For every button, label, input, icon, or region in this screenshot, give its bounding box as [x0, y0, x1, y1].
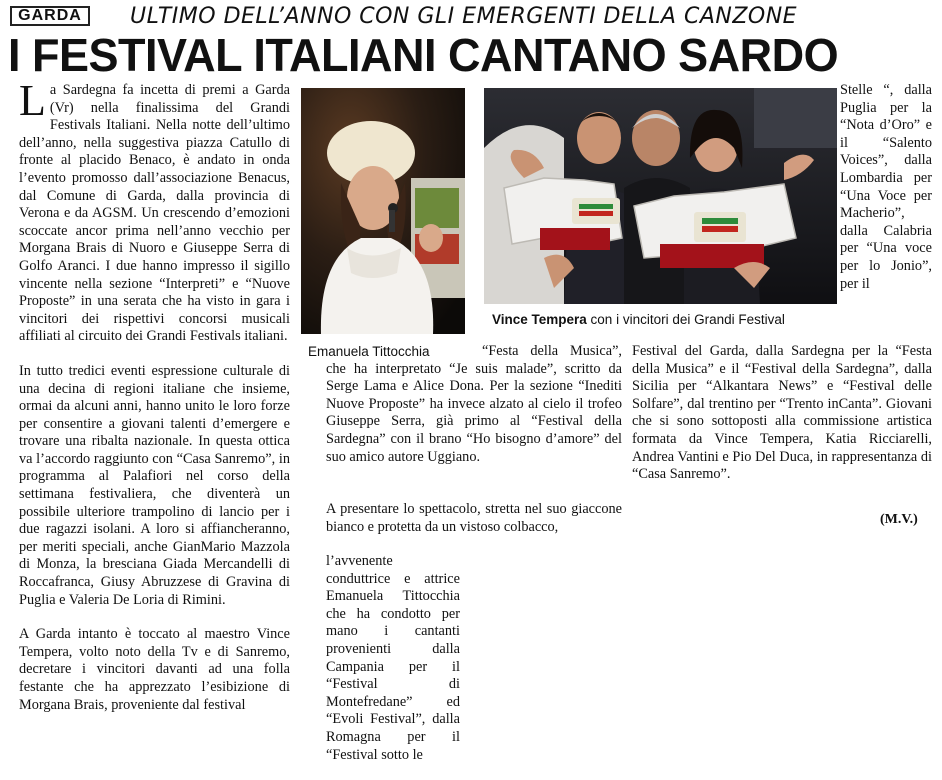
kicker-title: ULTIMO DELL’ANNO CON GLI EMERGENTI DELLA CANZONE	[130, 4, 798, 29]
paragraph-1-text: a Sardegna fa incetta di premi a Garda (Vr) nella finalissima del Grandi Festivals Italiani. Nella notte dell’ultimo dell’anno, nella suggestiva piazza Catullo di fronte al placido Benaco, è andato in onda l’evento promosso dall’associazione Benacus, dal Comune di Garda, dalla provincia di Verona e da AGSM. Un crescendo d’emozioni scoccate ancor prima nell’anno vecchio per Morgana Brais di Nuoro e Giuseppe Serra di Golfo Aranci. I due hanno impresso il sigillo vincente nella sezione “Interpreti” e “Nuove Proposte” in una serata che ha visto in gara i vincitori dei rispettivi concorsi musicali affiliati al circuito dei Grandi Festivals italiani.	[19, 82, 290, 345]
paragraph-3: A Garda intanto è toccato al maestro Vince Tempera, volto noto della Tv e di Sanremo, decretare i vincitori davanti ad una folla festante che ha apprezzato l’esibizione di Morgana Brais, proveniente dal festival	[19, 626, 290, 713]
article-column-2b	[326, 501, 622, 536]
author-signature: (M.V.)	[880, 512, 918, 527]
caption-name: Vince Tempera	[492, 312, 587, 327]
col3-paragraph-1: Stelle “, dalla Puglia per la “Nota d’Oro” e il “Salento Voices”, dalla Lombardia per “Una Voce per Macherio”, dalla Calabria per “Una voce per lo Jonio”, per il	[840, 82, 932, 292]
photo-winners-caption	[492, 312, 785, 328]
photo-winners	[484, 88, 837, 304]
col2-paragraph-3: l’avvenente conduttrice e attrice Emanuela Tittocchia che ha condotto per mano i cantanti provenienti dalla Campania per il “Festival di Montefredane” ed “Evoli Festival”, dalla Romagna per il “Festival sotto le	[326, 553, 460, 763]
article-column-3-narrow	[840, 82, 932, 293]
col3-paragraph-2: Festival del Garda, dalla Sardegna per la “Festa della Musica” e il “Festival della Sardegna”, dalla Sicilia per “Alkantara News” e “Festival delle Solfare”, dal trentino per “Trento inCanta”. Giovani che si sono sottoposti alla commissione artistica formata da Vince Tempera, Katia Ricciarelli, Andrea Vantini e Pio Del Duca, in rappresentanza di “Casa Sanremo”.	[632, 343, 932, 483]
col2-paragraph-1: “Festa della Musica”, che ha interpretato “Je suis malade”, scritto da Serge Lama e Alice Dona. Per la sezione “Inediti Nuove Proposte” ha invece alzato al cielo il trofeo Giuseppe Serra, già primo al “Festival della Sardegna” con il brano “Ho bisogno d’amore” del suo amico autore Uggiano.	[326, 343, 622, 465]
col2-paragraph-2: A presentare lo spettacolo, stretta nel suo giaccone bianco e protetta da un vistoso colbacco,	[326, 501, 622, 535]
drop-cap: L	[19, 76, 46, 125]
paragraph-1	[19, 76, 290, 346]
paragraph-2: In tutto tredici eventi espressione culturale di una decina di regioni italiane che insieme, ormai da alcuni anni, hanno unito le loro forze per consentire a giovani talenti d’emergere e trovare una ribalta nazionale. In questa ottica va l’accordo raggiunto con “Casa Sanremo”, in programma al Palafiori nel corso della settimana festivaliera, che diventerà un possibile ulteriore trampolino di lancio per i due ragazzi isolani. A loro si affiancheranno, per meriti speciali, anche GianMario Mazzola di Monza, la bresciana Giada Mercandelli di Roccafranca, Giusy Abruzzese di Gravina di Puglia e Valeria De Loria di Rimini.	[19, 362, 290, 608]
article-column-2c	[326, 553, 460, 764]
photo-presenter	[301, 88, 465, 334]
article-column-1	[19, 76, 290, 714]
article-column-2	[326, 343, 622, 466]
section-tag: GARDA	[10, 6, 90, 26]
photo-presenter-caption: Emanuela Tittocchia	[308, 344, 430, 359]
caption-rest: con i vincitori dei Grandi Festival	[586, 312, 785, 327]
winners-illustration	[484, 88, 837, 304]
article-column-3	[632, 343, 932, 484]
presenter-illustration	[301, 88, 465, 334]
headline: I FESTIVAL ITALIANI CANTANO SARDO	[8, 28, 839, 81]
